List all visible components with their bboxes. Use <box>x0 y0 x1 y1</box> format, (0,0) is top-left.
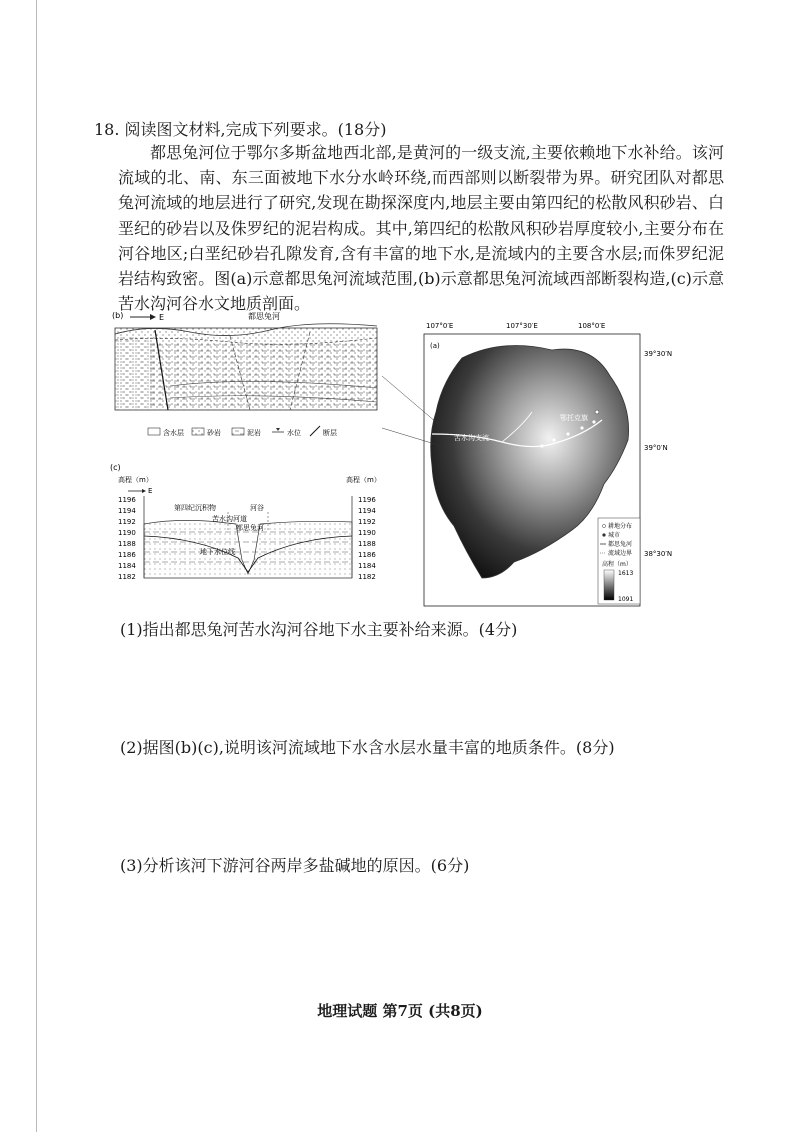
annotation-valley: 河谷 <box>250 504 264 512</box>
question-header: 18. 阅读图文材料,完成下列要求。(18分) <box>94 120 387 139</box>
question-paragraph: 都思兔河位于鄂尔多斯盆地西北部,是黄河的一级支流,主要依赖地下水补给。该河流域的北、南、东三面被地下水分水岭环绕,而西部则以断裂带为界。研究团队对都思兔河流域的地层进行了研究,发现在勘探深度内,地层主要由第四纪的松散风积砂岩、白垩纪的砂岩以及侏罗纪的泥岩构成。其中,第四纪的松散风积砂岩厚度较小,主要分布在河谷地区;白垩纪砂岩孔隙发育,含有丰富的地下水,是流域内的主要含水层;而侏罗纪泥岩结构致密。图(a)示意都思兔河流域范围,(b)示意都思兔河流域西部断裂构造,(c)示意苦水沟河谷水文地质剖面。 <box>118 143 724 314</box>
legend-city: 城市 <box>608 532 621 539</box>
legend-mudstone: 泥岩 <box>247 429 261 437</box>
tick-left: 1196 <box>118 496 136 504</box>
binding-line <box>36 0 37 1132</box>
tick-right: 1196 <box>358 496 376 504</box>
lon-label: 107°0′E <box>426 322 454 330</box>
annotation-water-table: 地下水位线 <box>200 548 235 556</box>
figure-b-legend <box>148 426 337 437</box>
place-etuokeqi: 鄂托克旗 <box>560 414 588 422</box>
figure-c-left-axis-title: 高程（m） <box>118 476 153 484</box>
legend-basin-boundary: 流域边界 <box>608 550 633 557</box>
figure-c-direction: E <box>148 487 153 495</box>
lon-label: 108°0′E <box>578 322 606 330</box>
legend-aquifer: 含水层 <box>163 429 184 437</box>
tick-left: 1184 <box>118 562 136 570</box>
tick-right: 1184 <box>358 562 376 570</box>
tick-right: 1194 <box>358 507 376 515</box>
legend-farmland: 耕地分布 <box>608 523 633 530</box>
legend-water-level: 水位 <box>287 429 301 437</box>
annotation-dusitu: 都思兔河 <box>236 524 264 532</box>
tick-left: 1182 <box>118 573 136 581</box>
figure-b-direction: E <box>159 313 165 322</box>
figure-c-right-axis-title: 高程（m） <box>346 476 381 484</box>
longitude-labels <box>426 322 605 330</box>
tick-left: 1192 <box>118 518 136 526</box>
figure-a-legend <box>598 518 640 604</box>
figure-a-label: (a) <box>430 342 440 350</box>
tick-left: 1186 <box>118 551 136 559</box>
figure-b-label: (b) <box>112 311 124 320</box>
lat-label: 39°0′N <box>644 444 668 452</box>
sub-question-2: (2)据图(b)(c),说明该河流域地下水含水层水量丰富的地质条件。(8分) <box>120 738 615 757</box>
tick-right: 1182 <box>358 573 376 581</box>
legend-sandstone: 砂岩 <box>207 429 221 437</box>
tick-right: 1186 <box>358 551 376 559</box>
lat-label: 39°30′N <box>644 350 673 358</box>
legend-elevation-title: 高程（m） <box>602 561 632 568</box>
latitude-labels <box>644 350 672 558</box>
legend-dusitu-river: 都思兔河 <box>608 541 633 548</box>
tick-right: 1188 <box>358 540 376 548</box>
tick-left: 1194 <box>118 507 136 515</box>
left-elevation-ticks <box>118 496 136 581</box>
figure-b-river-label: 都思兔河 <box>248 312 280 321</box>
page-footer: 地理试题 第7页 (共8页) <box>317 1002 483 1020</box>
right-elevation-ticks <box>358 496 376 581</box>
tick-right: 1192 <box>358 518 376 526</box>
figure-c <box>108 462 390 592</box>
lon-label: 107°30′E <box>506 322 538 330</box>
legend-elevation-max: 1613 <box>618 570 634 577</box>
figure-c-label: (c) <box>110 463 121 472</box>
annotation-quaternary: 第四纪沉积物 <box>174 504 216 512</box>
tick-right: 1190 <box>358 529 376 537</box>
sub-question-1: (1)指出都思兔河苦水沟河谷地下水主要补给来源。(4分) <box>120 620 518 639</box>
legend-fault: 断层 <box>323 429 337 437</box>
legend-elevation-min: 1091 <box>618 596 634 603</box>
annotation-kushui: 苦水沟河道 <box>212 515 247 523</box>
tick-left: 1190 <box>118 529 136 537</box>
tick-left: 1188 <box>118 540 136 548</box>
figure-a <box>382 316 673 606</box>
place-kushui-tributary: 苦水沟支流 <box>454 434 489 442</box>
lat-label: 38°30′N <box>644 550 673 558</box>
figure-b <box>110 306 385 458</box>
sub-question-3: (3)分析该河下游河谷两岸多盐碱地的原因。(6分) <box>120 856 470 875</box>
